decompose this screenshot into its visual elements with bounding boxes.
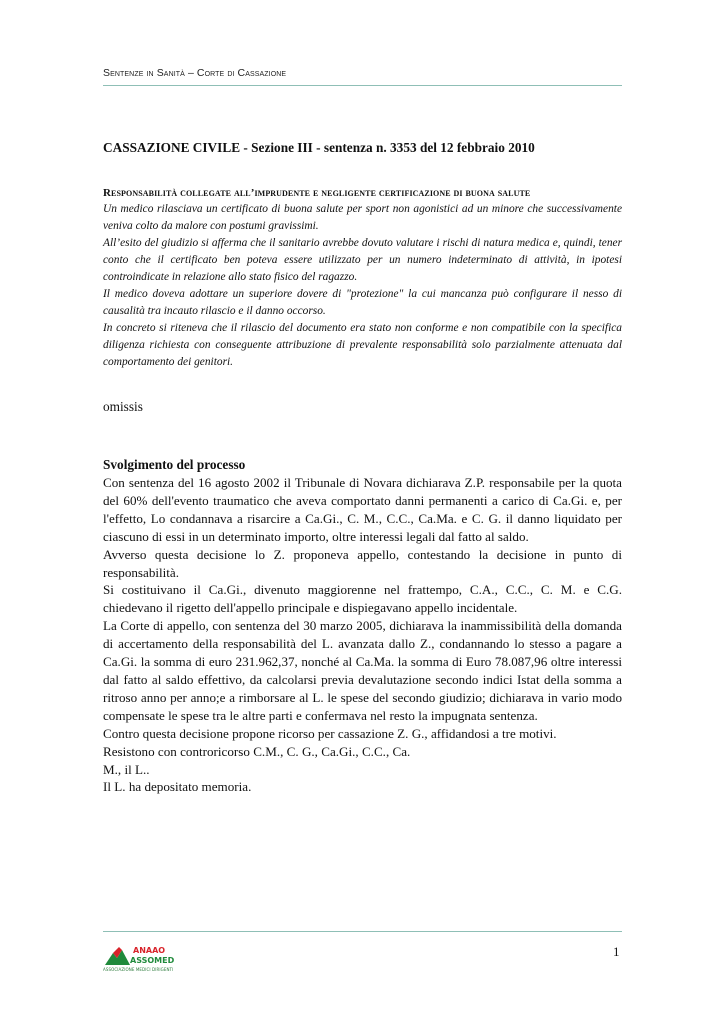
body-paragraph: Il L. ha depositato memoria. [103, 779, 252, 795]
body-paragraph: Resistono con controricorso C.M., C. G., Ca.Gi., C.C., Ca. [103, 743, 411, 759]
summary-paragraph: In concreto si riteneva che il rilascio del documento era stato non conforme e non compatibile con la specifica diligenza richiesta con conseguente attribuzione di prevalente responsabilità solo parzialmente attenuata dal comportamento dei genitori. [103, 322, 622, 368]
footer-divider [103, 931, 622, 932]
body-paragraph: La Corte di appello, con sentenza del 30 marzo 2005, dichiarava la inammissibilità della domanda di accertamento della responsabilità del L. avanzata dallo Z., condannando lo stesso a pagare a Ca.Gi. la somma di euro 231.962,37, nonché al Ca.Ma. la somma di Euro 78.087,96 oltre interessi dal fatto al saldo effettivo, da calcolarsi previa devalutazione secondo indici Istat della somma a ritroso anno per anno;e a rimborsare al L. le spese del secondo giudizio; dichiarava in vario modo compensate le spese tra le altre parti e confermava nel resto la impugnata sentenza. [103, 618, 622, 723]
logo-text-bottom: ASSOMED [130, 956, 175, 965]
logo-text-top: ANAAO [133, 946, 166, 955]
body-paragraph: Contro questa decisione propone ricorso per cassazione Z. G., affidandosi a tre motivi. [103, 725, 557, 741]
summary-body [103, 201, 622, 371]
header-divider [103, 85, 622, 86]
summary-paragraph: All’esito del giudizio si afferma che il sanitario avrebbe dovuto valutare i rischi di natura medica e, quindi, tener conto che il certificato ben poteva essere utilizzato per un numero indeterminato di attività, in ipotesi controindicate in relazione allo stato fisico del ragazzo. [103, 237, 622, 283]
summary-paragraph: Un medico rilasciava un certificato di buona salute per sport non agonistici ad un minore che successivamente veniva colto da malore con postumi gravissimi. [103, 203, 622, 232]
page-number: 1 [613, 944, 620, 959]
body-paragraph: Si costituivano il Ca.Gi., divenuto maggiorenne nel frattempo, C.A., C.C., C. M. e C.G. chiedevano il rigetto dell'appello principale e dispiegavano appello incidentale. [103, 582, 622, 616]
running-header: Sentenze in Sanità – Corte di Cassazione [103, 67, 287, 79]
process-section [103, 456, 622, 796]
section-body [103, 474, 622, 796]
document-title: CASSAZIONE CIVILE - Sezione III - sentenza n. 3353 del 12 febbraio 2010 [103, 140, 535, 155]
anaao-assomed-logo [103, 941, 177, 967]
logo-caption: ASSOCIAZIONE MEDICI DIRIGENTI [103, 967, 174, 972]
summary-heading: Responsabilità collegate all’imprudente e negligente certificazione di buona salute [103, 187, 531, 199]
section-title: Svolgimento del processo [103, 457, 246, 472]
omissis-text: omissis [103, 399, 143, 414]
body-paragraph: Con sentenza del 16 agosto 2002 il Tribunale di Novara dichiarava Z.P. responsabile per la quota del 60% dell'evento traumatico che aveva comportato danni permanenti a carico di Ca.Gi. e, per l'effetto, Lo condannava a risarcire a Ca.Gi., C. M., C.C., Ca.Ma. e C. G. il danno liquidato per ciascuno di essi in un determinato importo, oltre interessi legali dal fatto al saldo. [103, 475, 622, 544]
summary-box [103, 186, 622, 371]
body-paragraph: Avverso questa decisione lo Z. proponeva appello, contestando la decisione in punto di responsabilità. [103, 546, 622, 580]
body-paragraph: M., il L.. [103, 761, 150, 777]
summary-paragraph: Il medico doveva adottare un superiore dovere di "protezione" la cui mancanza può configurare il nesso di causalità tra incauto rilascio e il danno occorso. [103, 288, 622, 317]
